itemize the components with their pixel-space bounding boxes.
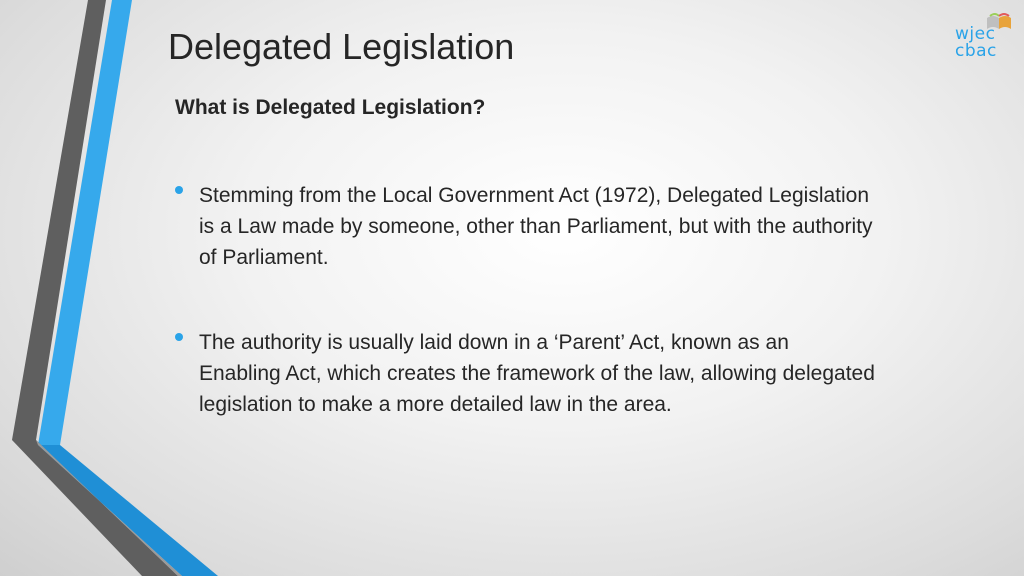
wjec-cbac-logo	[955, 12, 1015, 66]
bullet-item	[175, 180, 875, 273]
stripe-dark-grey-lower	[12, 440, 178, 576]
bullet-dot-icon	[175, 333, 183, 341]
slide-title: Delegated Legislation	[168, 26, 515, 67]
bullet-text: Stemming from the Local Government Act (1972), Delegated Legislation is a Law made by someone, other than Parliament, but with the authority of Parliament.	[199, 184, 873, 269]
bullet-dot-icon	[175, 186, 183, 194]
bullet-list	[175, 180, 875, 420]
logo-line-cbac: cbac	[955, 41, 997, 61]
bullet-item	[175, 327, 875, 420]
slide-subtitle: What is Delegated Legislation?	[175, 96, 486, 119]
logo-line-wjec: wjec	[955, 24, 996, 44]
logo-text	[955, 26, 997, 60]
bullet-text: The authority is usually laid down in a ‘Parent’ Act, known as an Enabling Act, which creates the framework of the law, allowing delegated legislation to make a more detailed law in the area.	[199, 331, 875, 416]
